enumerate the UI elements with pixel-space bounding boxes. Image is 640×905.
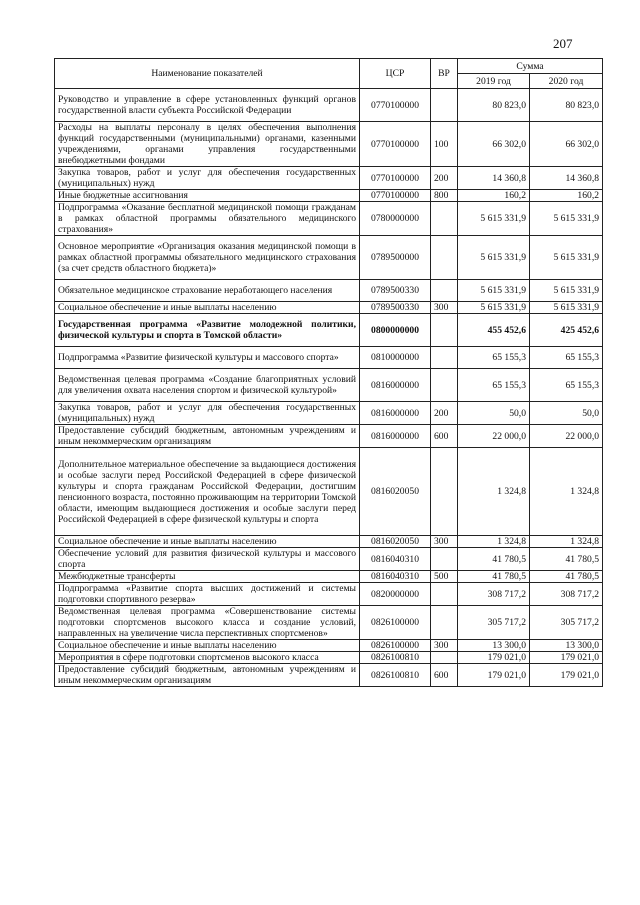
table-row	[55, 167, 603, 190]
row-name-cell: Ведомственная целевая программа «Совершенствование системы подготовки спортсменов высокого класса и создание условий, направленных на увеличение числа перспективных спортсменов»	[55, 606, 360, 640]
row-csr-cell: 0816000000	[360, 425, 431, 448]
row-2019-cell: 308 717,2	[458, 583, 530, 606]
row-name-cell: Ведомственная целевая программа «Создание благоприятных условий для увеличения охвата населения спортом и физической культурой»	[55, 369, 360, 402]
row-vr-cell	[431, 583, 458, 606]
budget-table	[54, 58, 603, 687]
row-csr-cell: 0826100810	[360, 652, 431, 664]
table-row	[55, 369, 603, 402]
row-vr-cell	[431, 314, 458, 347]
row-csr-cell: 0789500330	[360, 302, 431, 314]
row-2019-cell: 5 615 331,9	[458, 280, 530, 302]
row-vr-cell	[431, 89, 458, 122]
row-csr-cell: 0770100000	[360, 190, 431, 202]
row-2019-cell: 14 360,8	[458, 167, 530, 190]
row-2020-cell: 5 615 331,9	[530, 236, 603, 280]
row-vr-cell	[431, 280, 458, 302]
row-csr-cell: 0816020050	[360, 536, 431, 548]
row-name-cell: Руководство и управление в сфере установленных функций органов государственной власти субъекта Российской Федерации	[55, 89, 360, 122]
table-row	[55, 89, 603, 122]
row-2020-cell: 65 155,3	[530, 347, 603, 369]
row-csr-cell: 0816040310	[360, 548, 431, 571]
header-year-2020: 2020 год	[530, 74, 603, 89]
row-csr-cell: 0810000000	[360, 347, 431, 369]
row-csr-cell: 0816040310	[360, 571, 431, 583]
row-name-cell: Подпрограмма «Оказание бесплатной медицинской помощи гражданам в рамках областной программы обязательного медицинского страхования»	[55, 202, 360, 236]
row-csr-cell: 0820000000	[360, 583, 431, 606]
row-name-cell: Предоставление субсидий бюджетным, автономным учреждениям и иным некоммерческим организациям	[55, 664, 360, 687]
row-2020-cell: 1 324,8	[530, 536, 603, 548]
table-row	[55, 190, 603, 202]
table-row	[55, 664, 603, 687]
row-vr-cell	[431, 236, 458, 280]
row-2020-cell: 13 300,0	[530, 640, 603, 652]
row-vr-cell: 600	[431, 425, 458, 448]
row-vr-cell	[431, 548, 458, 571]
row-vr-cell	[431, 202, 458, 236]
row-csr-cell: 0780000000	[360, 202, 431, 236]
row-vr-cell	[431, 652, 458, 664]
row-2020-cell: 65 155,3	[530, 369, 603, 402]
header-csr: ЦСР	[360, 59, 431, 89]
row-2020-cell: 41 780,5	[530, 548, 603, 571]
row-name-cell: Социальное обеспечение и иные выплаты населению	[55, 536, 360, 548]
row-name-cell: Подпрограмма «Развитие физической культуры и массового спорта»	[55, 347, 360, 369]
table-row	[55, 571, 603, 583]
row-2020-cell: 308 717,2	[530, 583, 603, 606]
row-2020-cell: 22 000,0	[530, 425, 603, 448]
row-2019-cell: 41 780,5	[458, 571, 530, 583]
table-row	[55, 606, 603, 640]
row-name-cell: Межбюджетные трансферты	[55, 571, 360, 583]
row-name-cell: Закупка товаров, работ и услуг для обеспечения государственных (муниципальных) нужд	[55, 402, 360, 425]
row-2019-cell: 5 615 331,9	[458, 302, 530, 314]
header-sum: Сумма	[458, 59, 603, 74]
row-2020-cell: 41 780,5	[530, 571, 603, 583]
table-row	[55, 202, 603, 236]
row-2020-cell: 305 717,2	[530, 606, 603, 640]
row-2019-cell: 5 615 331,9	[458, 236, 530, 280]
row-name-cell: Закупка товаров, работ и услуг для обеспечения государственных (муниципальных) нужд	[55, 167, 360, 190]
row-name-cell: Социальное обеспечение и иные выплаты населению	[55, 640, 360, 652]
row-2020-cell: 66 302,0	[530, 122, 603, 167]
row-csr-cell: 0800000000	[360, 314, 431, 347]
row-name-cell: Основное мероприятие «Организация оказания медицинской помощи в рамках областной программы обязательного медицинского страхования (за счет средств областного бюджета)»	[55, 236, 360, 280]
row-2020-cell: 179 021,0	[530, 652, 603, 664]
row-2020-cell: 5 615 331,9	[530, 302, 603, 314]
row-2019-cell: 1 324,8	[458, 448, 530, 536]
row-2019-cell: 160,2	[458, 190, 530, 202]
row-2020-cell: 5 615 331,9	[530, 280, 603, 302]
row-2019-cell: 5 615 331,9	[458, 202, 530, 236]
row-2020-cell: 14 360,8	[530, 167, 603, 190]
row-vr-cell	[431, 606, 458, 640]
page-number: 207	[553, 36, 573, 51]
table-header-row	[55, 59, 603, 74]
table-row	[55, 122, 603, 167]
row-vr-cell: 300	[431, 640, 458, 652]
table-row	[55, 536, 603, 548]
row-2019-cell: 41 780,5	[458, 548, 530, 571]
table-row	[55, 448, 603, 536]
row-csr-cell: 0826100000	[360, 606, 431, 640]
row-2020-cell: 80 823,0	[530, 89, 603, 122]
row-2019-cell: 22 000,0	[458, 425, 530, 448]
row-2020-cell: 160,2	[530, 190, 603, 202]
table-row	[55, 236, 603, 280]
row-csr-cell: 0826100810	[360, 664, 431, 687]
row-csr-cell: 0789500000	[360, 236, 431, 280]
row-2019-cell: 65 155,3	[458, 369, 530, 402]
row-name-cell: Дополнительное материальное обеспечение за выдающиеся достижения и особые заслуги перед Российской Федерацией в сфере физической культуры и спорта гражданам Российской Федерации, достигшим пенсионного возраста, постоянно проживающим на территории Томской области, имеющим выдающиеся достижения и особые заслуги перед Российской Федерацией в сфере физической культуры и спорта	[55, 448, 360, 536]
header-vr: ВР	[431, 59, 458, 89]
row-vr-cell: 200	[431, 402, 458, 425]
row-2020-cell: 1 324,8	[530, 448, 603, 536]
row-name-cell: Иные бюджетные ассигнования	[55, 190, 360, 202]
row-name-cell: Обязательное медицинское страхование неработающего населения	[55, 280, 360, 302]
table-row	[55, 652, 603, 664]
row-csr-cell: 0826100000	[360, 640, 431, 652]
row-2019-cell: 50,0	[458, 402, 530, 425]
row-vr-cell: 600	[431, 664, 458, 687]
row-vr-cell	[431, 448, 458, 536]
table-row	[55, 640, 603, 652]
row-csr-cell: 0770100000	[360, 122, 431, 167]
row-csr-cell: 0770100000	[360, 167, 431, 190]
row-vr-cell	[431, 369, 458, 402]
row-2019-cell: 305 717,2	[458, 606, 530, 640]
row-vr-cell: 800	[431, 190, 458, 202]
row-2019-cell: 179 021,0	[458, 652, 530, 664]
row-vr-cell: 200	[431, 167, 458, 190]
row-2019-cell: 1 324,8	[458, 536, 530, 548]
table-row	[55, 347, 603, 369]
table-row	[55, 548, 603, 571]
row-2019-cell: 66 302,0	[458, 122, 530, 167]
header-year-2019: 2019 год	[458, 74, 530, 89]
row-name-cell: Предоставление субсидий бюджетным, автономным учреждениям и иным некоммерческим организациям	[55, 425, 360, 448]
row-name-cell: Обеспечение условий для развития физической культуры и массового спорта	[55, 548, 360, 571]
row-2019-cell: 13 300,0	[458, 640, 530, 652]
row-2020-cell: 425 452,6	[530, 314, 603, 347]
row-vr-cell: 500	[431, 571, 458, 583]
table-row	[55, 314, 603, 347]
row-name-cell: Мероприятия в сфере подготовки спортсменов высокого класса	[55, 652, 360, 664]
row-csr-cell: 0789500330	[360, 280, 431, 302]
row-2019-cell: 455 452,6	[458, 314, 530, 347]
row-name-cell: Социальное обеспечение и иные выплаты населению	[55, 302, 360, 314]
row-csr-cell: 0816000000	[360, 369, 431, 402]
table-row	[55, 402, 603, 425]
row-name-cell: Подпрограмма «Развитие спорта высших достижений и системы подготовки спортивного резерва»	[55, 583, 360, 606]
row-2020-cell: 50,0	[530, 402, 603, 425]
table-row	[55, 425, 603, 448]
row-vr-cell: 300	[431, 302, 458, 314]
row-csr-cell: 0816020050	[360, 448, 431, 536]
row-2020-cell: 179 021,0	[530, 664, 603, 687]
row-2019-cell: 65 155,3	[458, 347, 530, 369]
row-vr-cell: 100	[431, 122, 458, 167]
row-2019-cell: 179 021,0	[458, 664, 530, 687]
header-name: Наименование показателей	[55, 59, 360, 89]
row-vr-cell: 300	[431, 536, 458, 548]
table-row	[55, 280, 603, 302]
row-vr-cell	[431, 347, 458, 369]
row-2019-cell: 80 823,0	[458, 89, 530, 122]
row-2020-cell: 5 615 331,9	[530, 202, 603, 236]
row-name-cell: Расходы на выплаты персоналу в целях обеспечения выполнения функций государственными (муниципальными) органами, казенными учреждениями, органами управления государственными внебюджетными фондами	[55, 122, 360, 167]
table-row	[55, 302, 603, 314]
row-csr-cell: 0770100000	[360, 89, 431, 122]
row-csr-cell: 0816000000	[360, 402, 431, 425]
table-row	[55, 583, 603, 606]
row-name-cell: Государственная программа «Развитие молодежной политики, физической культуры и спорта в Томской области»	[55, 314, 360, 347]
